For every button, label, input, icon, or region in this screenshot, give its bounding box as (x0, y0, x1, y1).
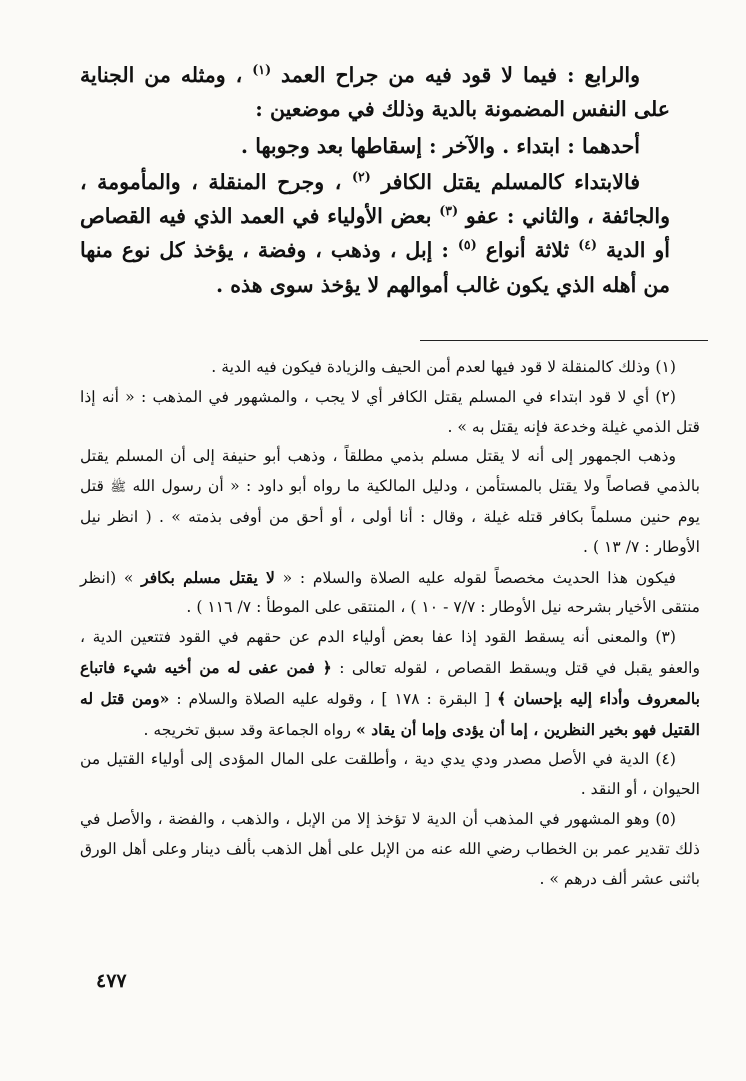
paragraph-2: أحدهما : ابتداء . والآخر : إسقاطها بعد وجوبها . (240, 133, 640, 158)
footnote-ref-5[interactable]: (٥) (457, 237, 477, 253)
footnote-ref-4[interactable]: (٤) (578, 237, 598, 253)
footnote-5: (٥) وهو المشهور في المذهب أن الدية لا تؤخذ إلا من الإبل ، والذهب ، والفضة ، والأصل في ذلك تقدير عمر بن الخطاب رضي الله عنه من الإبل على أهل الذهب بألف دينار وعلى أهل الورق باثنى عشر ألف درهم » . (80, 809, 700, 888)
footnote-1: (١) وذلك كالمنقلة لا قود فيها لعدم أمن الحيف والزيادة فيكون فيه الدية . (211, 358, 676, 376)
paragraph-1: والرابع : فيما لا قود فيه من جراح العمد $^{(١)}$ ، ومثله من الجناية على النفس المضمونة بالدية وذلك في موضعين : (80, 62, 670, 122)
footnote-ref-3[interactable]: (٣) (439, 203, 459, 219)
salawat-glyph: ﷺ (110, 480, 127, 496)
footnote-ref-1[interactable]: (١) (252, 62, 272, 78)
footnote-3: (٣) والمعنى أنه يسقط القود إذا عفا بعض أولياء الدم عن حقهم في القود فتتعين الدية ، والعفو يقبل في قتل ويسقط القصاص ، لقوله تعالى : ﴿ فمن عفى له من أخيه شيء فاتباع بالمعروف وأداء إليه بإحسان ﴾ [ البقرة : ١٧٨ ] ، وقوله عليه الصلاة والسلام : «ومن قتل له القتيل فهو بخير النظرين ، إما أن يؤدى وإما أن يقاد » رواه الجماعة وقد سبق تخريجه . (80, 628, 700, 739)
paragraph-3: فالابتداء كالمسلم يقتل الكافر $^{(٢)}$ ، وجرح المنقلة ، والمأمومة ، والجائفة ، والثاني : عفو $^{(٣)}$ بعض الأولياء في العمد الذي فيه القصاص أو الدية $^{(٤)}$ ثلاثة أنواع $^{(٥)}$ : إبل ، وذهب ، وفضة ، يؤخذ كل نوع منها من أهله الذي يكون غالب أموالهم لا يؤخذ سوى هذه . (80, 169, 670, 297)
footnotes (80, 353, 700, 894)
heading-first: أحدهما (581, 133, 640, 158)
footnote-2: (٢) أي لا قود ابتداء في المسلم يقتل الكافر أي لا يجب ، والمشهور في المذهب : « أنه إذا قتل الذمي غيلة وخدعة فإنه يقتل به » . (80, 387, 700, 436)
main-text (80, 58, 670, 302)
page-number: ٤٧٧ (96, 970, 127, 992)
footnote-ref-2[interactable]: (٢) (351, 169, 371, 185)
hadith-quote: «ومن قتل له القتيل فهو بخير النظرين ، إما أن يؤدى وإما أن يقاد » (80, 688, 700, 739)
footnote-4: (٤) الدية في الأصل مصدر ودي يدي دية ، وأطلقت على المال المؤدى إلى أولياء القتيل من الحيوان ، أو النقد . (80, 750, 700, 799)
heading-other: والآخر (443, 133, 496, 158)
footnote-2-hadith: فيكون هذا الحديث مخصصاً لقوله عليه الصلاة والسلام : « لا يقتل مسلم بكافر » (انظر منتقى الأخيار بشرحه نيل الأوطار : ٧/٧ - ١٠ ) ، المنتقى على الموطأ : ٧/ ١١٦ ) . (80, 567, 700, 617)
quran-verse: ﴿ فمن عفى له من أخيه شيء فاتباع بالمعروف وأداء إليه بإحسان ﴾ (80, 657, 700, 708)
footnote-divider (420, 340, 708, 341)
heading-fourth: والرابع : (557, 63, 641, 87)
footnote-2-continued: وذهب الجمهور إلى أنه لا يقتل مسلم بذمي مطلقاً ، وذهب أبو حنيفة إلى أن المسلم يقتل بالذمي قصاصاً ولا يقتل بالمستأمن ، ودليل المالكية ما رواه أبو داود : « أن رسول الله ﷺ قتل يوم حنين مسلماً بكافر قتله غيلة ، وقال : أنا أولى ، أو أحق من أوفى بذمته » . ( انظر نيل الأوطار : ٧/ ١٣ ) . (80, 447, 700, 556)
